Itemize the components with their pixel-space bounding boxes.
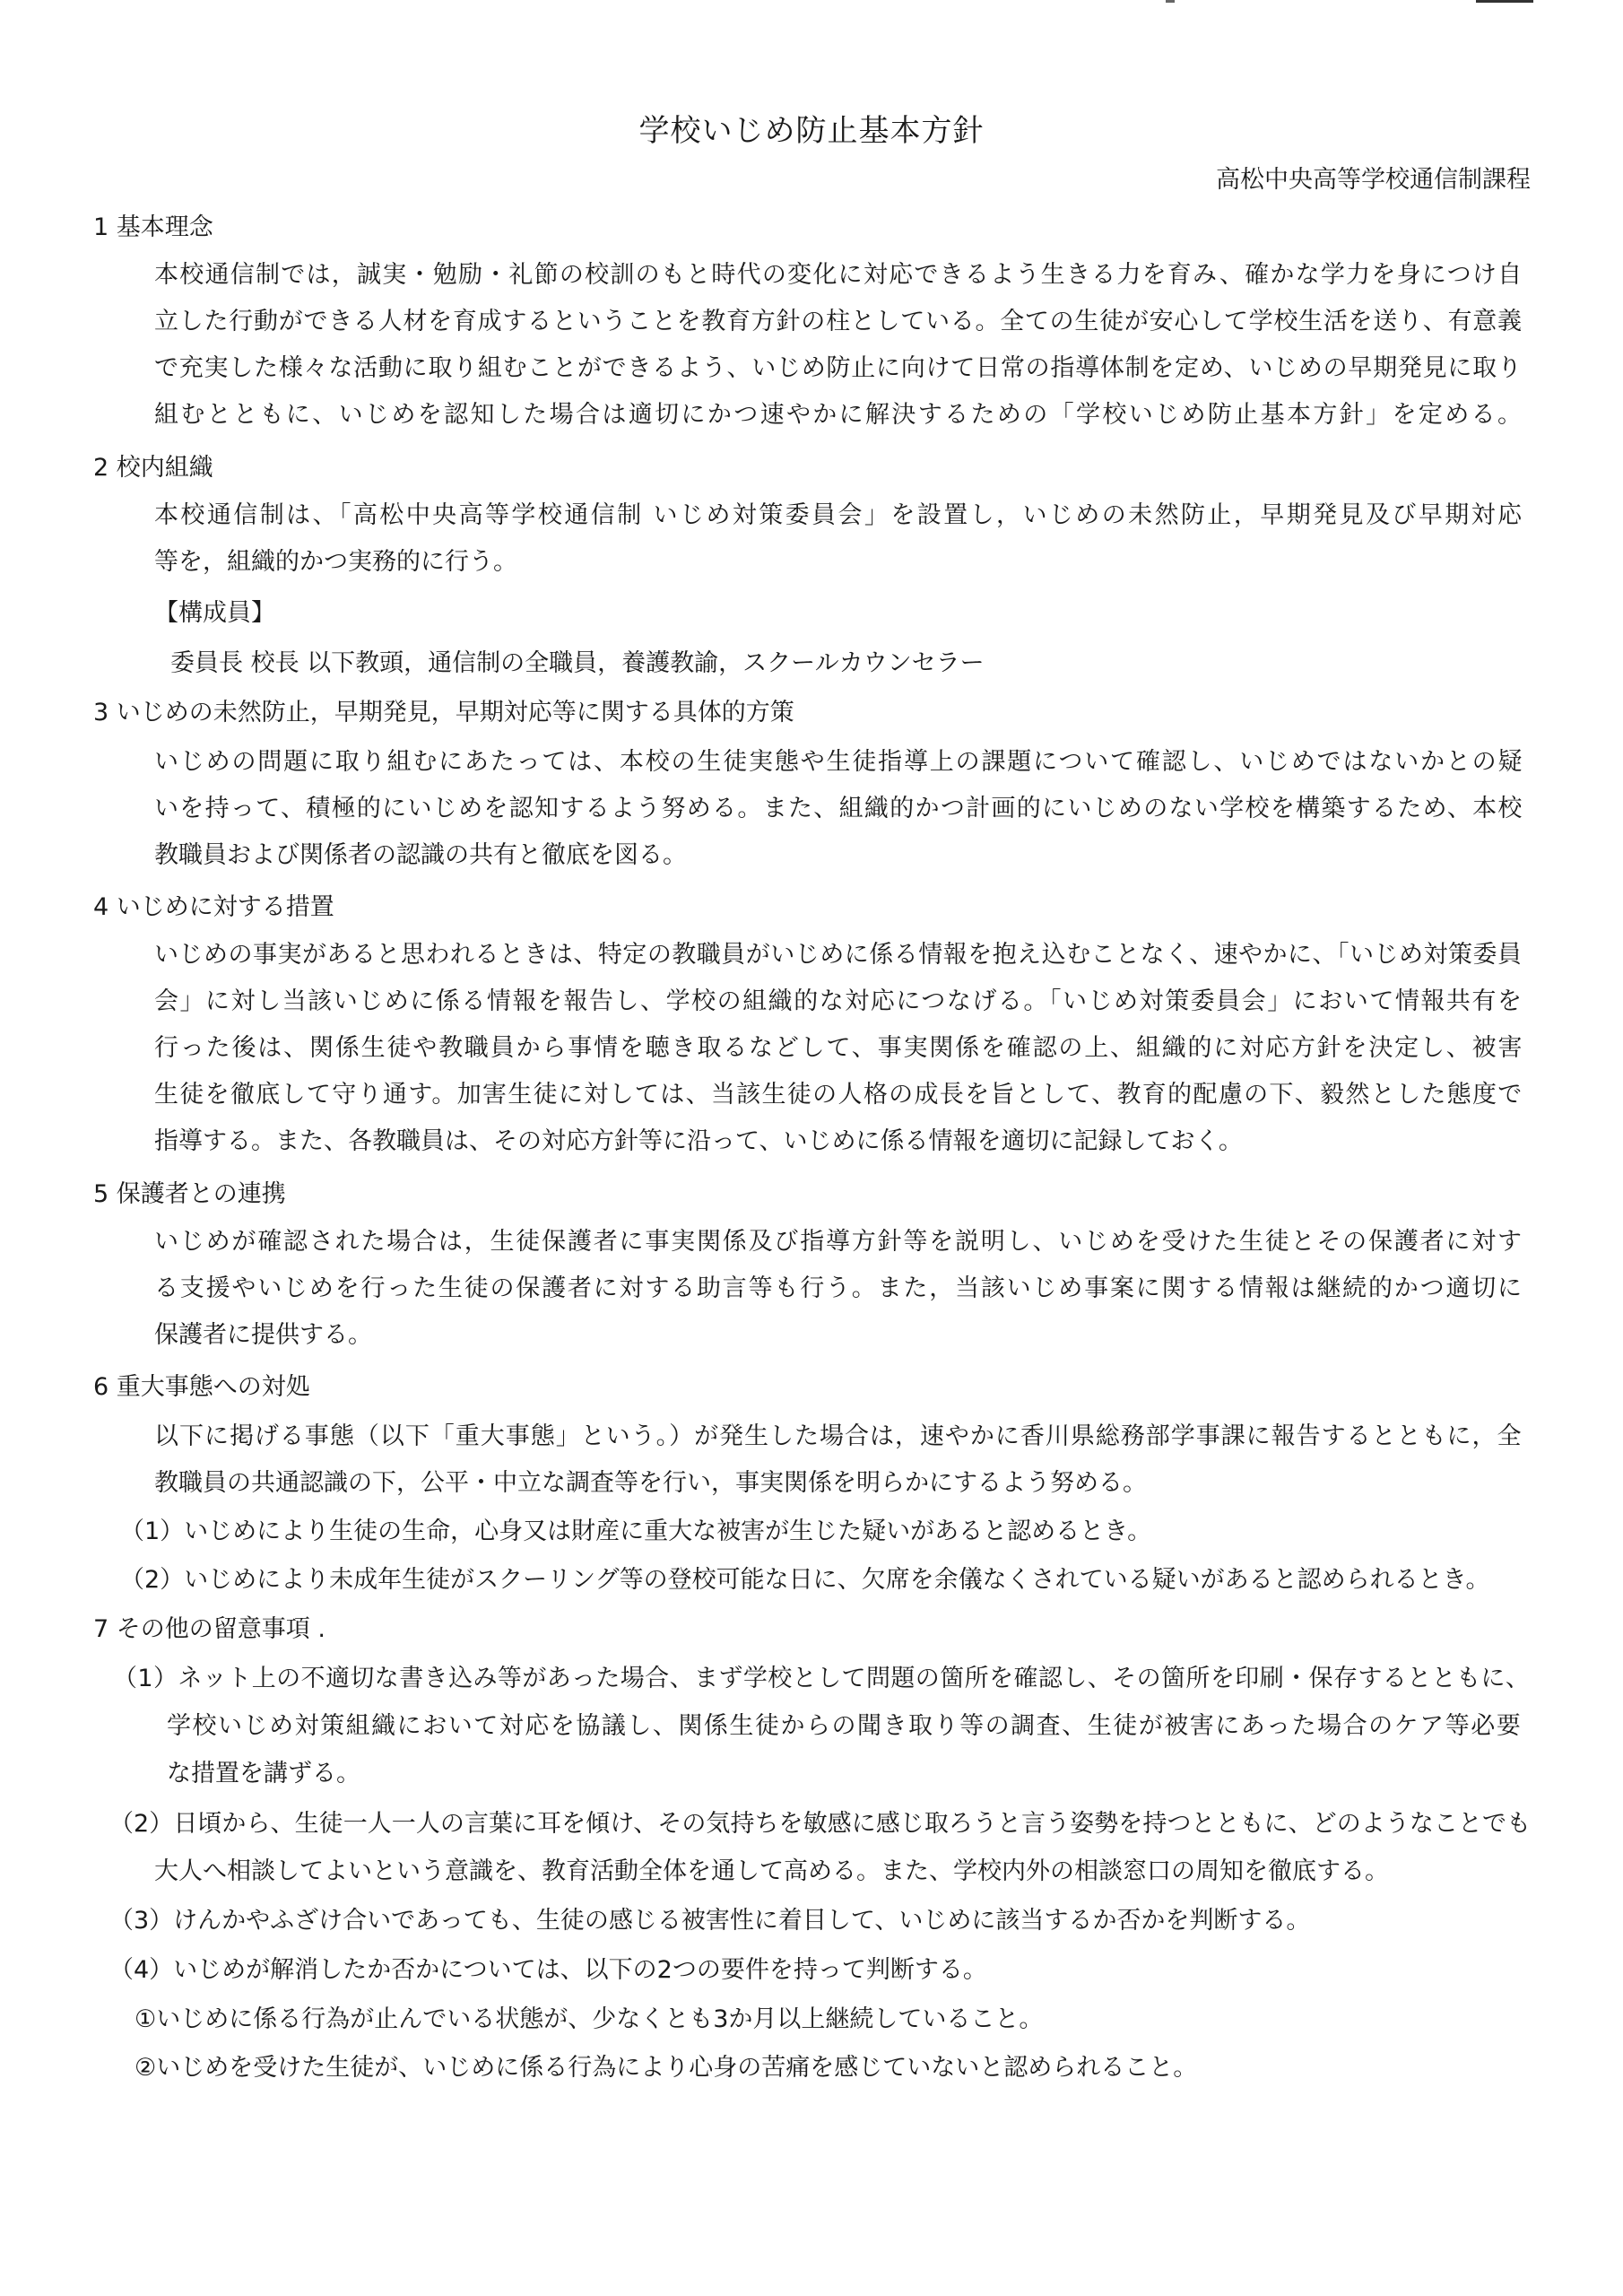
list-item: （2）いじめにより未成年生徒がスクーリング等の登校可能な日に、欠席を余儀なくされている疑いがあると認められるとき。 — [120, 1566, 1490, 1594]
section-heading: 7 その他の留意事項 . — [93, 1615, 325, 1643]
list-item-continuation: な措置を講ずる。 — [167, 1760, 360, 1787]
section-heading: 3 いじめの未然防止，早期発見，早期対応等に関する具体的方策 — [93, 699, 794, 726]
paragraph-line: 生徒を徹底して守り通す。加害生徒に対しては、当該生徒の人格の成長を旨として、教育的配慮の下、毅然とした態度で — [154, 1081, 1523, 1109]
scan-edge-mark — [1476, 0, 1533, 3]
criteria-item: ②いじめを受けた生徒が、いじめに係る行為により心身の苦痛を感じていないと認められること。 — [135, 2054, 1198, 2082]
list-item: （1）ネット上の不適切な書き込み等があった場合、まず学校として問題の箇所を確認し、その箇所を印刷・保存するとともに、 — [113, 1665, 1531, 1692]
paragraph-line: 本校通信制では，誠実・勉励・礼節の校訓のもと時代の変化に対応できるよう生きる力を育み、確かな学力を身につけ自 — [154, 261, 1523, 289]
list-item: （1）いじめにより生徒の生命，心身又は財産に重大な被害が生じた疑いがあると認めるとき。 — [120, 1518, 1152, 1545]
paragraph-line: で充実した様々な活動に取り組むことができるよう、いじめ防止に向けて日常の指導体制を定め、いじめの早期発見に取り — [154, 354, 1523, 382]
list-item-continuation: 学校いじめ対策組織において対応を協議し、関係生徒からの聞き取り等の調査、生徒が被害にあった場合のケア等必要 — [167, 1712, 1523, 1740]
paragraph-line: いじめの事実があると思われるときは、特定の教職員がいじめに係る情報を抱え込むことなく、速やかに、「いじめ対策委員 — [154, 941, 1523, 969]
paragraph-line: 指導する。また、各教職員は、その対応方針等に沿って、いじめに係る情報を適切に記録しておく。 — [154, 1127, 1243, 1155]
list-item: （2）日頃から、生徒一人一人の言葉に耳を傾け、その気持ちを敏感に感じ取ろうと言う姿勢を持つとともに、どのようなことでも — [109, 1810, 1532, 1838]
paragraph-line: 教職員および関係者の認識の共有と徹底を図る。 — [154, 841, 687, 869]
section-heading: 4 いじめに対する措置 — [93, 893, 334, 921]
section-heading: 1 基本理念 — [93, 213, 213, 241]
paragraph-line: いじめが確認された場合は，生徒保護者に事実関係及び指導方針等を説明し、いじめを受けた生徒とその保護者に対す — [154, 1228, 1523, 1256]
members-label: 【構成員】 — [154, 599, 275, 627]
paragraph-line: いを持って、積極的にいじめを認知するよう努める。また、組織的かつ計画的にいじめのない学校を構築するため、本校 — [154, 795, 1523, 822]
criteria-item: ①いじめに係る行為が止んでいる状態が、少なくとも3か月以上継続していること。 — [135, 2005, 1044, 2033]
members-list: 委員長 校長 以下教頭，通信制の全職員，養護教諭，スクールカウンセラー — [170, 649, 985, 677]
paragraph-line: 等を，組織的かつ実務的に行う。 — [154, 548, 517, 576]
paragraph-line: いじめの問題に取り組むにあたっては、本校の生徒実態や生徒指導上の課題について確認し、いじめではないかとの疑 — [154, 748, 1524, 776]
paragraph-line: 教職員の共通認識の下，公平・中立な調査等を行い，事実関係を明らかにするよう努める。 — [154, 1469, 1147, 1497]
paragraph-line: 保護者に提供する。 — [154, 1321, 372, 1349]
paragraph-line: 会」に対し当該いじめに係る情報を報告し、学校の組織的な対応につなげる。「いじめ対策委員会」において情報共有を — [154, 987, 1523, 1015]
paragraph-line: る支援やいじめを行った生徒の保護者に対する助言等も行う。また，当該いじめ事案に関する情報は継続的かつ適切に — [154, 1274, 1523, 1302]
document-title: 学校いじめ防止基本方針 — [638, 113, 985, 149]
paragraph-line: 組むとともに、いじめを認知した場合は適切にかつ速やかに解決するための「学校いじめ防止基本方針」を定める。 — [154, 401, 1524, 429]
list-item: （3）けんかやふざけ合いであっても、生徒の感じる被害性に着目して、いじめに該当するか否かを判断する。 — [109, 1907, 1311, 1935]
section-heading: 6 重大事態への対処 — [93, 1373, 310, 1401]
paragraph-line: 本校通信制は、「高松中央高等学校通信制 いじめ対策委員会」を設置し，いじめの未然防止，早期発見及び早期対応 — [154, 501, 1524, 529]
section-heading: 5 保護者との連携 — [93, 1180, 286, 1208]
list-item: （4）いじめが解消したか否かについては、以下の2つの要件を持って判断する。 — [109, 1956, 987, 1984]
school-name: 高松中央高等学校通信制課程 — [1216, 166, 1531, 194]
scan-edge-mark-small — [1166, 0, 1175, 3]
paragraph-line: 立した行動ができる人材を育成するということを教育方針の柱としている。全ての生徒が安心して学校生活を送り、有意義 — [154, 308, 1523, 335]
list-item-continuation: 大人へ相談してよいという意識を、教育活動全体を通して高める。また、学校内外の相談窓口の周知を徹底する。 — [154, 1857, 1389, 1885]
paragraph-line: 以下に掲げる事態（以下「重大事態」という。）が発生した場合は，速やかに香川県総務部学事課に報告するとともに，全 — [154, 1422, 1523, 1450]
section-heading: 2 校内組織 — [93, 454, 213, 482]
paragraph-line: 行った後は、関係生徒や教職員から事情を聴き取るなどして、事実関係を確認の上、組織的に対応方針を決定し、被害 — [154, 1034, 1524, 1062]
